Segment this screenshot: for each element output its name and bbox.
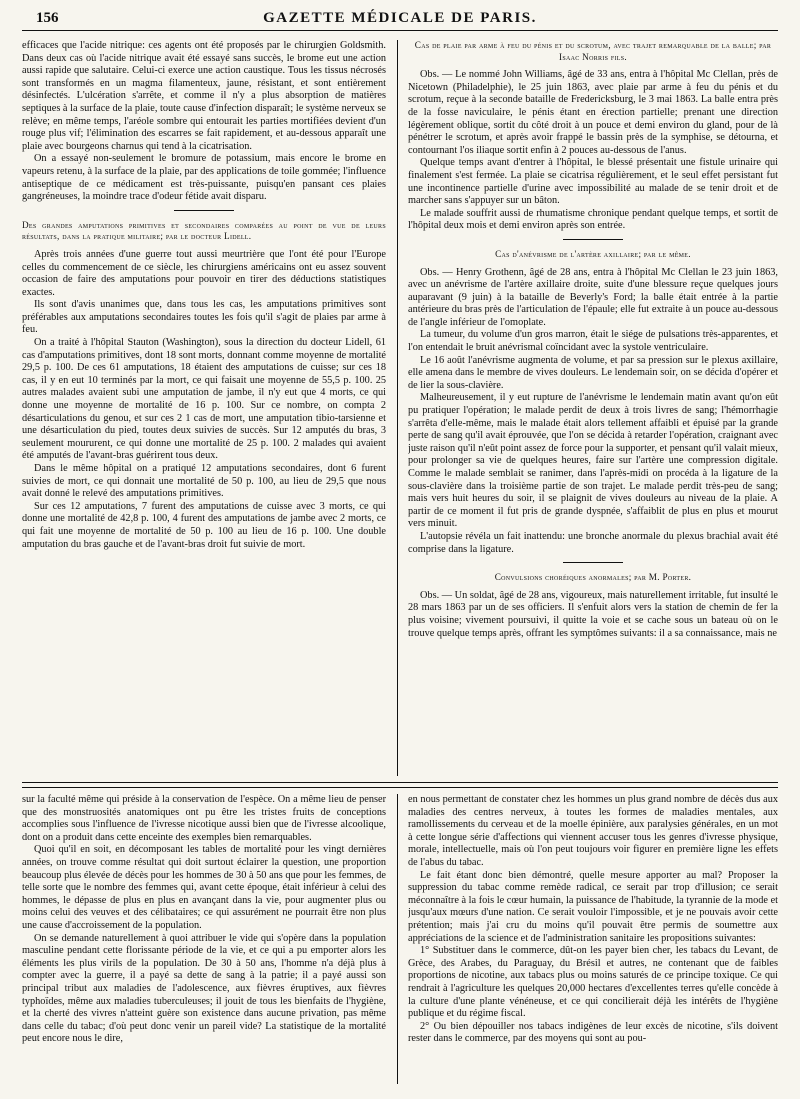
newspaper-page [22,10,778,1090]
paragraph: sur la faculté même qui préside à la conservation de l'espèce. On a même lieu de penser que des monstruosités anatomiques ont pu être les tristes fruits de conceptions accomplies sous l'influence de l'ivresse nicotique aussi bien que de l'ivresse alcoolique, dont on a produit dans cette enceinte des exemples bien remarquables. [22,794,386,843]
upper-right-column [408,40,778,776]
paragraph: Sur ces 12 amputations, 7 furent des amputations de cuisse avec 3 morts, ce qui donne une mortalité de 42,8 p. 100, 4 furent des amputations de jambe avec 2 morts, ce qui fait une moyenne de mortalité de 50 p. 100 au lieu de 16 p. 100. Une double amputation du bras gauche et de l'avant-bras droit fut suivie de mort. [22,500,386,550]
paragraph: L'autopsie révéla un fait inattendu: une bronche anormale du plexus brachial avait été comprise dans la ligature. [408,530,778,555]
section-divider [174,210,234,211]
column-rule [397,794,398,1084]
paragraph: efficaces que l'acide nitrique: ces agents ont été proposés par le chirurgien Goldsmith. Dans deux cas où l'acide nitrique avait été essayé sans succès, le brome eut une action aussi rapide que salutaire. Celui-ci exerce une action caustique. Tous les tissus nécrosés sont transformés en un magma filamenteux, jaune, résistant, et sont entièrement désinfectés. L'ulcération s'arrête, et comme il n'y a plus absorption de matières septiques à la surface de la plaie, toute cause d'infection disparaît; le système nerveux se relève; en même temps, l'aréole sombre qui entourait les parties mortifiées devient d'un rouge plus vif; l'élimination des escarres se fait rapidement, et au-dessous apparaît une plaie avec bourgeons charnus qui tend à la cicatrisation. [22,40,386,152]
section-title-aneurysm: Cas d'anévrisme de l'artère axillaire; par le même. [495,248,691,259]
paragraph: La tumeur, du volume d'un gros marron, était le siége de pulsations très-apparentes, et l'on entendait le bruit anévrismal coïncidant avec la systole ventriculaire. [408,329,778,354]
paragraph: 1° Substituer dans le commerce, dût-on les payer bien cher, les tabacs du Levant, de Grèce, des Arabes, du Paraguay, du Brésil et autres, ne contenant que de faibles proportions de nicotine, aux tabacs plus ou moins saturés de ce principe toxique. Ce qui rendrait à l'agriculture les quelques 20,000 hectares d'excellentes terres qu'elle concède à la culture d'une plante vénéneuse, et ce qui concilierait déjà les intérêts de l'hygiène publique et du régime fiscal. [408,945,778,1020]
section-title-gunshot-case: Cas de plaie par arme à feu du pénis et du scrotum, avec trajet remarquable de la balle; par Isaac Norris fils. [414,40,772,62]
section-separator [22,787,778,788]
paragraph: Quelque temps avant d'entrer à l'hôpital, le blessé présentait une fistule urinaire qui finalement s'est fermée. La plaie se cicatrisa régulièrement, et le seul effet persistant fut une incontinence partielle d'urine avec impossibilité au malade de se tenir droit et de marcher sans s'appuyer sur un bâton. [408,157,778,207]
paragraph: Ils sont d'avis unanimes que, dans tous les cas, les amputations primitives sont préférables aux amputations secondaires toutes les fois qu'il s'agit de plaies par arme à feu. [22,299,386,336]
paragraph: Obs. — Un soldat, âgé de 28 ans, vigoureux, mais naturellement irritable, fut insulté le 28 mars 1863 par un de ses officiers. Il s'enfuit alors vers la station de chemin de fer la plus voisine; vivement poursuivi, il quitte la voie et se cache sous un bateau où on le trouve quelque temps après, offrant les symptômes suivants: il a sa connaissance, mais ne [408,589,778,639]
paragraph: Obs. — Le nommé John Williams, âgé de 33 ans, entra à l'hôpital Mc Clellan, près de Nicetown (Philadelphie), le 25 juin 1863, avec plaie par arme à feu du pénis et du scrotum, reçue à la seconde bataille de Fredericksburg, le 3 mai 1863. La balle entra près de la fosse naviculaire, le pénis étant en érection partielle; prenant une direction légèrement oblique, sortit du côté droit à un pouce et demi environ du gland, pour de là pénétrer le scrotum, et après avoir frappé le bassin près de la symphise, se détourna, et contournant l'os iliaque sortit enfin à 2 pouces au-dessous de l'anus. [408,69,778,156]
upper-section [22,40,778,776]
paragraph: Le malade souffrit aussi de rhumatisme chronique pendant quelque temps, et sortit de l'hôpital deux mois et demi environ après son entrée. [408,207,778,232]
paragraph: Obs. — Henry Grothenn, âgé de 28 ans, entra à l'hôpital Mc Clellan le 23 juin 1863, avec un anévrisme de l'artère axillaire droite, suite d'une blessure reçue quelques jours auparavant (9 juin) à la bataille de Beverly's Ford; la balle était entrée à la partie antérieure du bras près de l'articulation de l'épaule; elle fut extraite à un pouce au-dessous de l'angle inférieur de l'omoplate. [408,266,778,328]
lower-right-column [408,794,778,1084]
page-header [22,10,778,31]
column-rule [397,40,398,776]
paragraph: Après trois années d'une guerre tout aussi meurtrière que l'ont été pour l'Europe celles du commencement de ce siècle, les chirurgiens américains ont eu assez souvent occasion de faire des amputations pour pouvoir en tirer des déductions statistiques exactes. [22,248,386,298]
section-separator [22,782,778,783]
paragraph: Le fait étant donc bien démontré, quelle mesure apporter au mal? Proposer la suppression du tabac comme remède radical, ce serait par trop d'illusion; ce serait méconnaître à la fois le cœur humain, la puissance de l'habitude, la tyrannie de la mode et jusqu'aux mœurs d'une nation. Ce serait vouloir l'impossible, et je ne pouvais avoir cette prétention; mais j'ai cru du moins qu'il pouvait être permis de soumettre aux appréciations de la science et de l'administration sanitaire les propositions suivantes: [408,869,778,944]
paragraph: Quoi qu'il en soit, en décomposant les tables de mortalité pour les vingt dernières années, on trouve comme résultat qui doit surtout éclairer la question, une proportion beaucoup plus élevée de décès pour les hommes de 30 à 50 ans que pour les femmes, de telle sorte que le nombre des femmes qui, avant cette époque, était inférieur à celui des hommes, le dépasse de plus en plus en avançant dans la vie, pour augmenter plus ou moins celui des veuves et des célibataires; ce qui assurément ne pourrait être non plus une cause d'accroissement de la population. [22,844,386,931]
paragraph: Le 16 août l'anévrisme augmenta de volume, et par sa pression sur le plexus axillaire, elle amena dans le membre de vives douleurs. Le lendemain soir, on se décida d'opérer et de lier la sous-clavière. [408,354,778,391]
paragraph: 2° Ou bien dépouiller nos tabacs indigènes de leur excès de nicotine, s'ils doivent rester dans le commerce, par des moyens qui sont au pou- [408,1020,778,1045]
section-title-convulsions: Convulsions choréiques anormales; par M. Porter. [494,572,692,583]
upper-left-column [22,40,386,776]
page-number: 156 [36,10,59,26]
section-divider [563,562,623,563]
lower-section [22,794,778,1084]
paragraph: Dans le même hôpital on a pratiqué 12 amputations secondaires, dont 6 furent suivies de mort, ce qui donnait une mortalité de 50 p. 100, au lieu de 29,5 que nous avait donné le relevé des amputations primitives. [22,463,386,500]
paragraph: Malheureusement, il y eut rupture de l'anévrisme le lendemain matin avant qu'on eût pu pratiquer l'opération; le malade perdit de deux à trois livres de sang; l'hémorrhagie s'arrêta d'elle-même, mais le malade était alors tellement affaibli et épuisé par la grande perte de sang qu'il avait éprouvée, que l'on se décida à retarder l'opération, craignant avec juste raison qu'il n'eût point assez de force pour la supporter, et pensant qu'il valait mieux, pour prolonger sa vie de quelques heures, faire sur l'artère une compression digitale. Comme le malade semblait se ranimer, dans l'après-midi on procéda à la ligature de la sous-clavière dans la troisième partie de son trajet. Le malade perdit très-peu de sang; mais vers huit heures du soir, il se plaignit de vives douleurs au niveau de la plaie. A partir de ce moment il fut pris de grande dyspnée, s'affaiblit de plus en plus et mourut vers minuit. [408,392,778,530]
running-title: GAZETTE MÉDICALE DE PARIS. [263,10,537,26]
paragraph: On se demande naturellement à quoi attribuer le vide qui s'opère dans la population masculine pendant cette florissante période de la vie, et ce qui a pu emporter alors les éléments les plus virils de la population. De 30 à 50 ans, l'homme n'a déjà plus à compter avec la guerre, il a payé sa dette de sang à la patrie; il a payé aussi son principal tribut aux maladies de l'adolescence, aux fièvres éruptives, aux fièvres typhoïdes, même aux maladies tuberculeuses; il jouit de tous les bienfaits de l'hygiène, et la cherté des vivres n'atteint guère son existence dans aucune privation, pas même dans celle du tabac; d'où peut donc venir un pareil vide? La statistique de la mortalité peut encore nous le dire, [22,932,386,1045]
paragraph: en nous permettant de constater chez les hommes un plus grand nombre de décès dus aux maladies des centres nerveux, à toutes les formes de maladies mentales, aux ramollissements du cerveau et de la moelle épinière, aux paralysies générales, en un mot à cette longue série d'affections qui viennent accuser tous les genres d'ivresse physique, morale, intellectuelle, mais où l'on peut toujours voir figurer en première ligne les effets de l'abus du tabac. [408,794,778,868]
section-divider [563,239,623,240]
section-title-amputations: Des grandes amputations primitives et secondaires comparées au point de vue de leurs résultats, dans la pratique militaire; par le docteur Lidell. [22,219,386,242]
lower-left-column [22,794,386,1084]
paragraph: On a essayé non-seulement le bromure de potassium, mais encore le brome en vapeurs retenu, à la surface de la plaie, par des applications de toile gommée; l'influence antiseptique de ce médicament est très-puissante, puisqu'en pansant ces plaies gangréneuses, la moindre trace d'odeur fétide avait disparu. [22,153,386,203]
paragraph: On a traité à l'hôpital Stauton (Washington), sous la direction du docteur Lidell, 61 cas d'amputations primitives, dont 18 sont morts, donnant comme moyenne de mortalité 29,5 p. 100. De ces 61 amputations, 18 étaient des amputations de cuisse; sur ces 18 cas, il y en eut 10 terminés par la mort, ce qui faisait une moyenne de 55,5 p. 100. 25 autres malades avaient subi une amputation de jambe, il n'y eut que 4 morts, ce qui donne une moyenne de mortalité de 16 p. 100. Sur ce nombre, on compta 2 désarticulations du genou, et sur ces 2 1 cas de mort, une amputation tibio-tarsienne et une désarticulation du pied, toutes deux suivies de succès. Sur 12 amputés du bras, 3 seulement moururent, ce qui donne une mortalité de 25 p. 100. 2 malades qui avaient été amputés de l'avant-bras guérirent tous deux. [22,337,386,462]
